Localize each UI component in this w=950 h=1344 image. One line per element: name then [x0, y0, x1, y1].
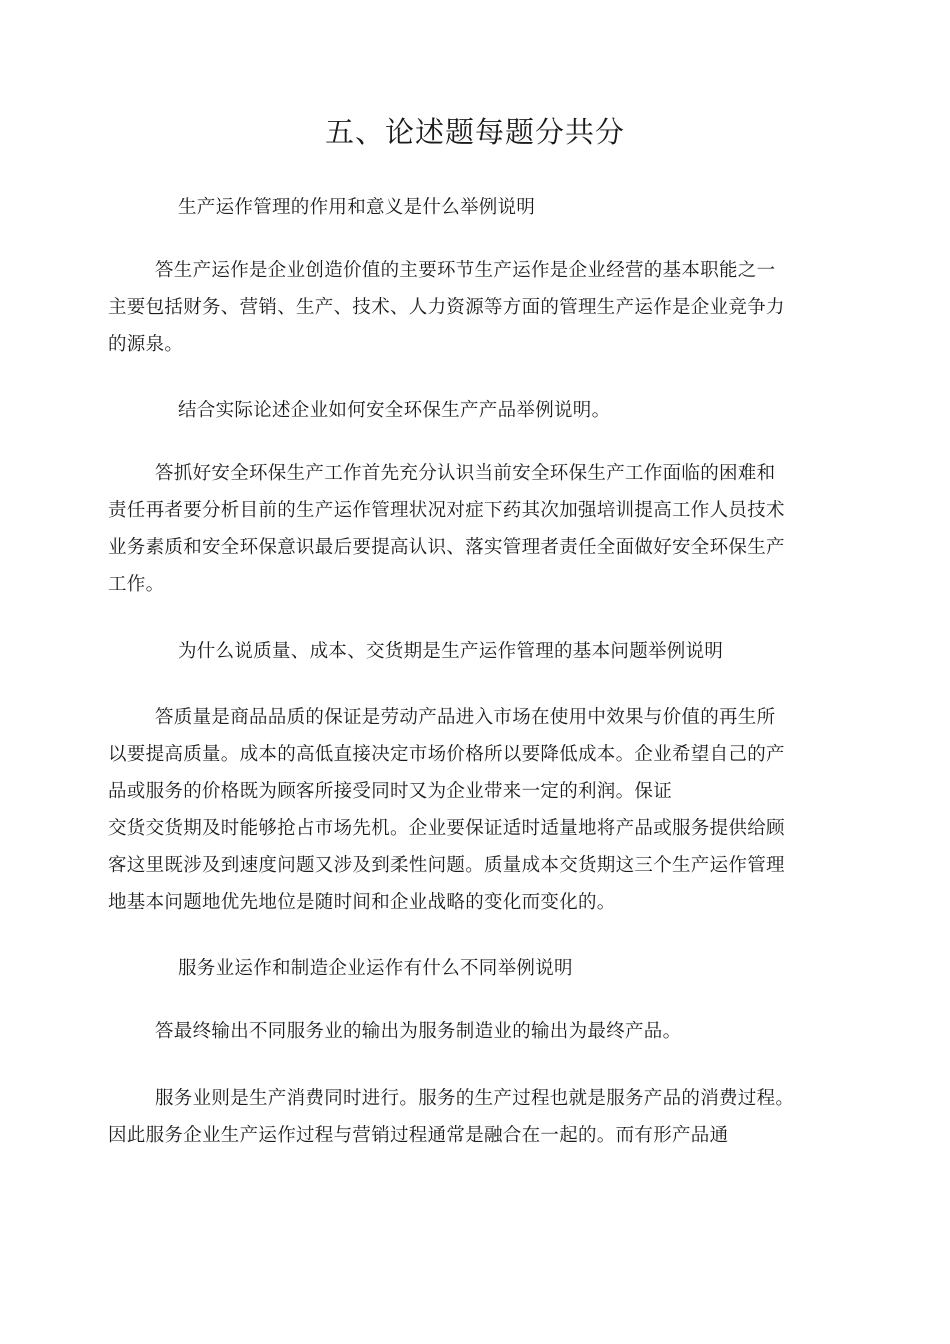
answer-line: 品或服务的价格既为顾客所接受同时又为企业带来一定的利润。保证: [108, 781, 673, 802]
question-2: 结合实际论述企业如何安全环保生产产品举例说明。: [178, 400, 611, 421]
answer-line: 答最终输出不同服务业的输出为服务制造业的输出为最终产品。: [155, 1021, 682, 1042]
answer-line: 客这里既涉及到速度问题又涉及到柔性问题。质量成本交货期这三个生产运作管理: [108, 855, 785, 876]
answer-4-continued: [108, 1080, 843, 1154]
answer-line: 答生产运作是企业创造价值的主要环节生产运作是企业经营的基本职能之一: [155, 260, 776, 281]
answer-2: [108, 455, 843, 603]
answer-line: 责任再者要分析目前的生产运作管理状况对症下药其次加强培训提高工作人员技术: [108, 500, 785, 521]
answer-line: 主要包括财务、营销、生产、技术、人力资源等方面的管理生产运作是企业竞争力: [108, 297, 785, 318]
question-4: 服务业运作和制造企业运作有什么不同举例说明: [178, 958, 573, 979]
answer-line: 交货交货期及时能够抢占市场先机。企业要保证适时适量地将产品或服务提供给顾: [108, 818, 785, 839]
answer-line: 以要提高质量。成本的高低直接决定市场价格所以要降低成本。企业希望自己的产: [108, 744, 785, 765]
answer-line: 工作。: [108, 574, 165, 595]
answer-line: 业务素质和安全环保意识最后要提高认识、落实管理者责任全面做好安全环保生产: [108, 537, 785, 558]
answer-4: [108, 1013, 843, 1050]
answer-line: 服务业则是生产消费同时进行。服务的生产过程也就是服务产品的消费过程。: [155, 1088, 795, 1109]
answer-3: [108, 699, 843, 921]
answer-line: 答质量是商品品质的保证是劳动产品进入市场在使用中效果与价值的再生所: [155, 707, 776, 728]
answer-line: 的源泉。: [108, 334, 184, 355]
answer-line: 地基本问题地优先地位是随时间和企业战略的变化而变化的。: [108, 892, 616, 913]
question-1: 生产运作管理的作用和意义是什么举例说明: [178, 197, 536, 218]
page-title: 五、论述题每题分共分: [324, 115, 625, 149]
answer-1: [108, 252, 843, 363]
answer-line: 答抓好安全环保生产工作首先充分认识当前安全环保生产工作面临的困难和: [155, 463, 776, 484]
answer-line: 因此服务企业生产运作过程与营销过程通常是融合在一起的。而有形产品通: [108, 1125, 729, 1146]
question-3: 为什么说质量、成本、交货期是生产运作管理的基本问题举例说明: [178, 641, 724, 662]
